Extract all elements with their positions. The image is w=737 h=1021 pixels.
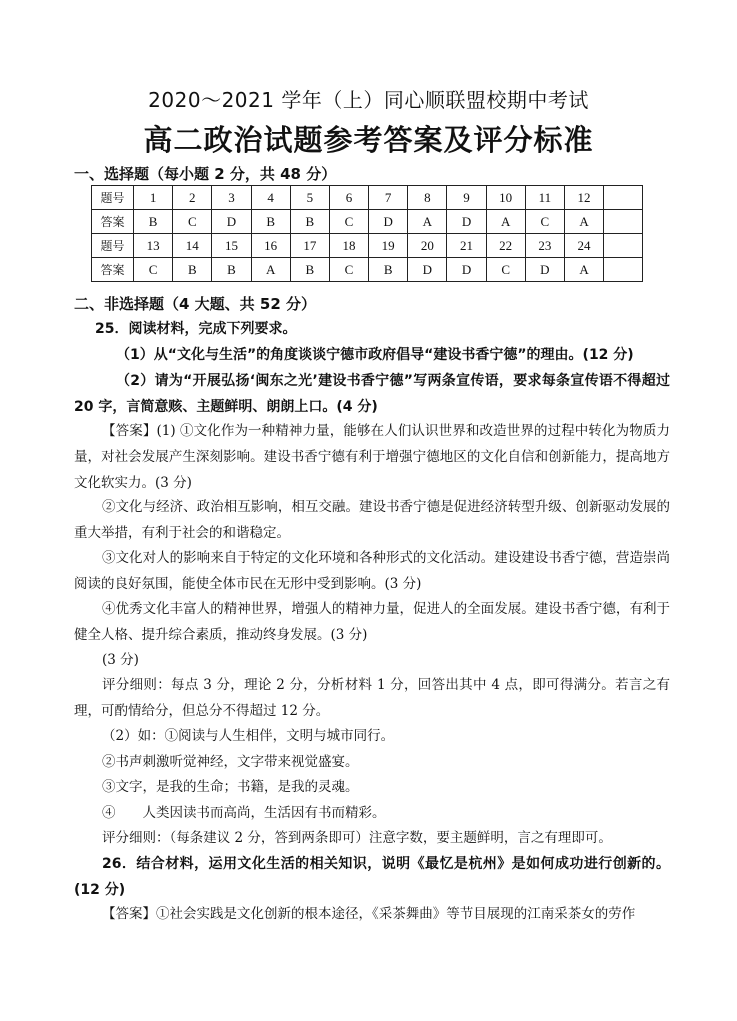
answer-cell <box>604 258 643 282</box>
answer-key-title: 高二政治试题参考答案及评分标准 <box>143 123 594 157</box>
answer-cell: D <box>447 258 486 282</box>
q25-slogan-4: ④ 人类因读书而高尚，生活因有书而精彩。 <box>102 805 386 821</box>
q25-answer-4: ④优秀文化丰富人的精神世界，增强人的精神力量，促进人的全面发展。建设书香宁德，有利于健全人格、提升综合素质，推动终身发展。(3 分) <box>74 601 670 643</box>
question-number-cell: 12 <box>564 186 603 210</box>
answer-cell: B <box>251 210 290 234</box>
section2-heading: 二、非选择题（4 大题、共 52 分） <box>74 295 316 313</box>
question-number-cell: 20 <box>408 234 447 258</box>
question-number-cell: 14 <box>173 234 212 258</box>
q25-slogan-1: （2）如：①阅读与人生相伴，文明与城市同行。 <box>102 728 395 744</box>
question-number-cell <box>604 234 643 258</box>
answer-cell: A <box>486 210 525 234</box>
question-number-cell: 2 <box>173 186 212 210</box>
row-label: 题号 <box>92 234 134 258</box>
q26-stem: 26．结合材料，运用文化生活的相关知识，说明《最忆是杭州》是如何成功进行创新的。(12 分) <box>74 856 670 898</box>
question-number-cell: 19 <box>369 234 408 258</box>
answer-cell: A <box>564 210 603 234</box>
q25-answer-5: (3 分) <box>102 652 139 668</box>
answer-cell <box>604 210 643 234</box>
question-number-row <box>92 234 643 258</box>
q25-sub1: （1）从“文化与生活”的角度谈谈宁德市政府倡导“建设书香宁德”的理由。(12 分) <box>116 347 634 363</box>
question-number-cell: 4 <box>251 186 290 210</box>
answer-cell: B <box>290 210 329 234</box>
exam-title: 2020～2021 学年（上）同心顺联盟校期中考试 <box>148 88 589 112</box>
answer-cell: D <box>408 258 447 282</box>
question-number-cell: 22 <box>486 234 525 258</box>
answer-row <box>92 210 643 234</box>
question-number-cell: 17 <box>290 234 329 258</box>
answer-cell: C <box>134 258 173 282</box>
question-number-cell: 3 <box>212 186 251 210</box>
q25-sub2: （2）请为“开展弘扬‘闽东之光’建设书香宁德”写两条宣传语，要求每条宣传语不得超过 20 字，言简意赅、主题鲜明、朗朗上口。(4 分) <box>74 373 670 415</box>
answer-cell: C <box>525 210 564 234</box>
answer-cell: A <box>251 258 290 282</box>
answer-cell: A <box>408 210 447 234</box>
answer-cell: B <box>369 258 408 282</box>
question-number-cell: 11 <box>525 186 564 210</box>
q25-stem: 25．阅读材料，完成下列要求。 <box>95 321 297 337</box>
row-label: 答案 <box>92 210 134 234</box>
section1-heading: 一、选择题（每小题 2 分，共 48 分） <box>74 165 337 183</box>
answer-table <box>91 185 643 282</box>
question-number-cell: 10 <box>486 186 525 210</box>
question-number-cell: 21 <box>447 234 486 258</box>
question-number-cell: 18 <box>329 234 368 258</box>
q25-answer-1: 【答案】(1) ①文化作为一种精神力量，能够在人们认识世界和改造世界的过程中转化为物质力量，对社会发展产生深刻影响。建设书香宁德有利于增强宁德地区的文化自信和创新能力，提高地方文化软实力。(3 分) <box>74 423 670 491</box>
question-number-cell: 23 <box>525 234 564 258</box>
question-number-cell: 9 <box>447 186 486 210</box>
q25-scoring-2: 评分细则：（每条建议 2 分，答到两条即可）注意字数，要主题鲜明，言之有理即可。 <box>102 830 612 846</box>
q25-answer-3: ③文化对人的影响来自于特定的文化环境和各种形式的文化活动。建设建设书香宁德，营造崇尚阅读的良好氛围，能使全体市民在无形中受到影响。(3 分) <box>74 550 670 592</box>
answer-cell: B <box>290 258 329 282</box>
question-number-cell: 24 <box>564 234 603 258</box>
answer-cell: A <box>564 258 603 282</box>
question-number-row <box>92 186 643 210</box>
question-number-cell: 16 <box>251 234 290 258</box>
q25-slogan-3: ③文字，是我的生命；书籍，是我的灵魂。 <box>102 779 359 795</box>
answer-cell: B <box>134 210 173 234</box>
question-number-cell: 5 <box>290 186 329 210</box>
question-number-cell: 15 <box>212 234 251 258</box>
answer-cell: C <box>329 210 368 234</box>
answer-cell: B <box>173 258 212 282</box>
answer-cell: D <box>369 210 408 234</box>
answer-cell: D <box>212 210 251 234</box>
answer-cell: C <box>486 258 525 282</box>
answer-cell: C <box>329 258 368 282</box>
question-number-cell <box>604 186 643 210</box>
q25-slogan-2: ②书声刺激听觉神经，文字带来视觉盛宴。 <box>102 754 359 770</box>
answer-row <box>92 258 643 282</box>
answer-cell: D <box>525 258 564 282</box>
question-number-cell: 7 <box>369 186 408 210</box>
q26-answer-1: 【答案】①社会实践是文化创新的根本途径，《采茶舞曲》等节目展现的江南采茶女的劳作 <box>102 906 636 922</box>
q25-scoring-1: 评分细则：每点 3 分，理论 2 分，分析材料 1 分，回答出其中 4 点，即可得满分。若言之有理，可酌情给分，但总分不得超过 12 分。 <box>74 677 670 719</box>
answer-cell: B <box>212 258 251 282</box>
question-number-cell: 1 <box>134 186 173 210</box>
question-number-cell: 13 <box>134 234 173 258</box>
answer-cell: C <box>173 210 212 234</box>
row-label: 题号 <box>92 186 134 210</box>
q25-answer-2: ②文化与经济、政治相互影响，相互交融。建设书香宁德是促进经济转型升级、创新驱动发展的重大举措，有利于社会的和谐稳定。 <box>74 499 670 541</box>
question-number-cell: 6 <box>329 186 368 210</box>
question-number-cell: 8 <box>408 186 447 210</box>
answer-cell: D <box>447 210 486 234</box>
row-label: 答案 <box>92 258 134 282</box>
